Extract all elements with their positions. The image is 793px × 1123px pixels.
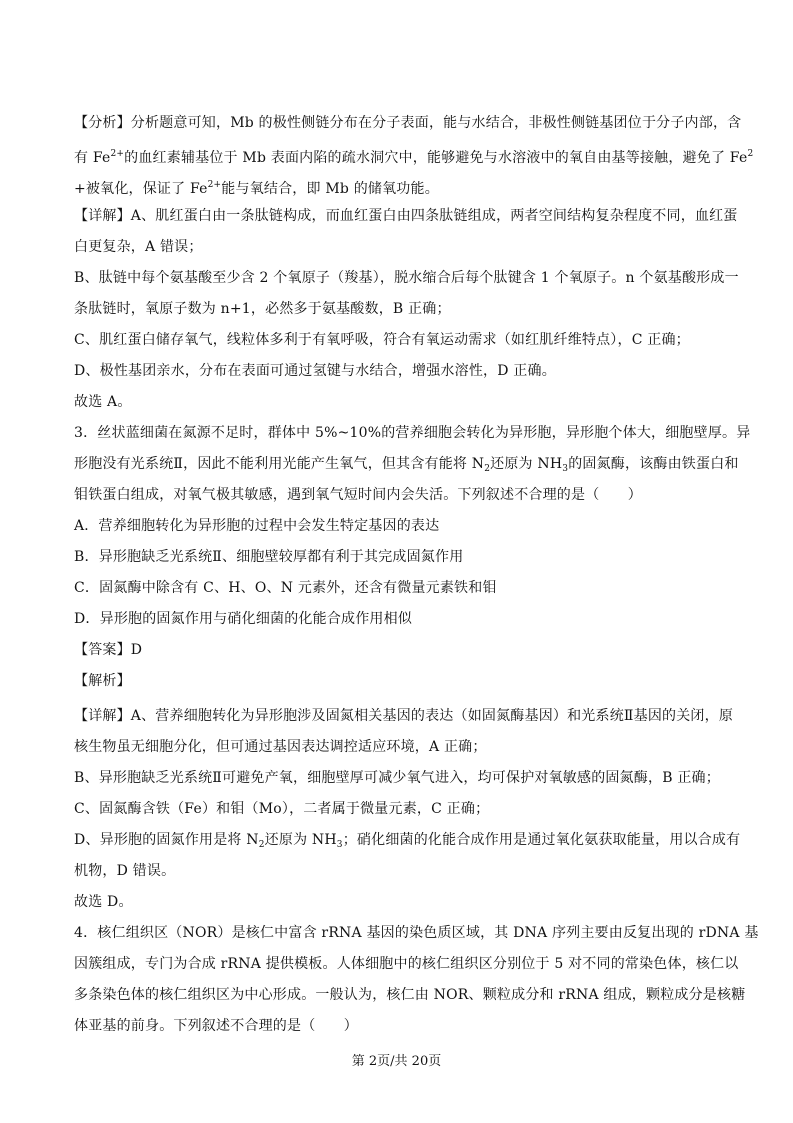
- q3-option-c: C．固氮酶中除含有 C、H、O、N 元素外，还含有微量元素铁和钼: [74, 580, 497, 596]
- detail2-line-4: 条肽链时，氧原子数为 n+1，必然多于氨基酸数，B 正确；: [74, 301, 451, 317]
- q4-stem-line-4: 体亚基的前身。下列叙述不合理的是（ ）: [74, 1018, 358, 1034]
- detail3-line-6: 机物，D 错误。: [74, 863, 176, 879]
- q3-option-b: B．异形胞缺乏光系统Ⅱ、细胞壁较厚都有利于其完成固氮作用: [74, 549, 464, 565]
- detail2-line-5: C、肌红蛋白储存氧气，线粒体多利于有氧呼吸，符合有氧运动需求（如红肌纤维特点），C 正确；: [74, 332, 690, 348]
- detail2-line-3: B、肽链中每个氨基酸至少含 2 个氧原子（羧基），脱水缩合后每个肽键含 1 个氧原子。n 个氨基酸形成一: [74, 270, 739, 286]
- detail2-line-1: 【详解】A、肌红蛋白由一条肽链构成，而血红蛋白由四条肽链组成，两者空间结构复杂程度不同，血红蛋: [74, 208, 738, 224]
- detail3-line-1: 【详解】A、营养细胞转化为异形胞涉及固氮相关基因的表达（如固氮酶基因）和光系统Ⅱ基因的关闭，原: [74, 708, 734, 724]
- detail3-line-2: 核生物虽无细胞分化，但可通过基因表达调控适应环境，A 正确；: [74, 739, 487, 755]
- detail2-line-2: 白更复杂，A 错误；: [74, 239, 203, 255]
- q3-analysis-label: 【解析】: [74, 673, 131, 689]
- q3-stem-line-1: 3．丝状蓝细菌在氮源不足时，群体中 5%~10%的营养细胞会转化为异形胞，异形胞个体大，细胞壁厚。异: [74, 425, 751, 441]
- q4-stem-line-2: 因簇组成，专门为合成 rRNA 提供模板。人体细胞中的核仁组织区分别位于 5 对不同的常染色体，核仁以: [74, 956, 739, 972]
- analysis-line-2: 有 $Fe^{2+}$的血红素辅基位于 Mb 表面内陷的疏水洞穴中，能够避免与水溶液中的氧自由基等接触，避免了 Fe$^2$: [74, 149, 754, 166]
- page-number-footer: 第 2页/共 20页: [351, 1054, 442, 1069]
- detail3-choice: 故选 D。: [74, 894, 133, 910]
- detail2-line-6: D、极性基团亲水，分布在表面可通过氢键与水结合，增强水溶性，D 正确。: [74, 363, 556, 379]
- q4-stem-line-3: 多条染色体的核仁组织区为中心形成。一般认为，核仁由 NOR、颗粒成分和 rRNA 组成，颗粒成分是核糖: [74, 987, 746, 1003]
- q4-stem-line-1: 4．核仁组织区（NOR）是核仁中富含 rRNA 基因的染色质区域，其 DNA 序列主要由反复出现的 rDNA 基: [74, 925, 759, 941]
- detail3-line-3: B、异形胞缺乏光系统Ⅱ可避免产氧，细胞壁厚可减少氧气进入，均可保护对氧敏感的固氮酶，B 正确；: [74, 770, 720, 786]
- q3-option-a: A．营养细胞转化为异形胞的过程中会发生特定基因的表达: [74, 518, 440, 534]
- analysis-line-3: +被氧化，保证了 $Fe^{2+}$能与氧结合，即 Mb 的储氧功能。: [74, 180, 439, 197]
- detail2-choice: 故选 A。: [74, 394, 132, 410]
- q3-stem-line-3: 钼铁蛋白组成，对氧气极其敏感，遇到氧气短时间内会失活。下列叙述不合理的是（ ）: [74, 487, 642, 503]
- detail3-line-4: C、固氮酶含铁（Fe）和钼（Mo），二者属于微量元素，C 正确；: [74, 801, 490, 817]
- analysis-line-1: 【分析】分析题意可知，Mb 的极性侧链分布在分子表面，能与水结合，非极性侧链基团位于分子内部，含: [74, 115, 742, 131]
- q3-answer: 【答案】D: [74, 642, 143, 658]
- detail3-line-5: D、异形胞的固氮作用是将 $N_2$还原为 $NH_3$；硝化细菌的化能合成作用是通过氧化氨获取能量，用以合成有: [74, 832, 741, 850]
- q3-stem-line-2: 形胞没有光系统Ⅱ，因此不能利用光能产生氧气，但其含有能将 $N_2$还原为 $NH_3$的固氮酶，该酶由铁蛋白和: [74, 456, 739, 474]
- q3-option-d: D．异形胞的固氮作用与硝化细菌的化能合成作用相似: [74, 611, 413, 627]
